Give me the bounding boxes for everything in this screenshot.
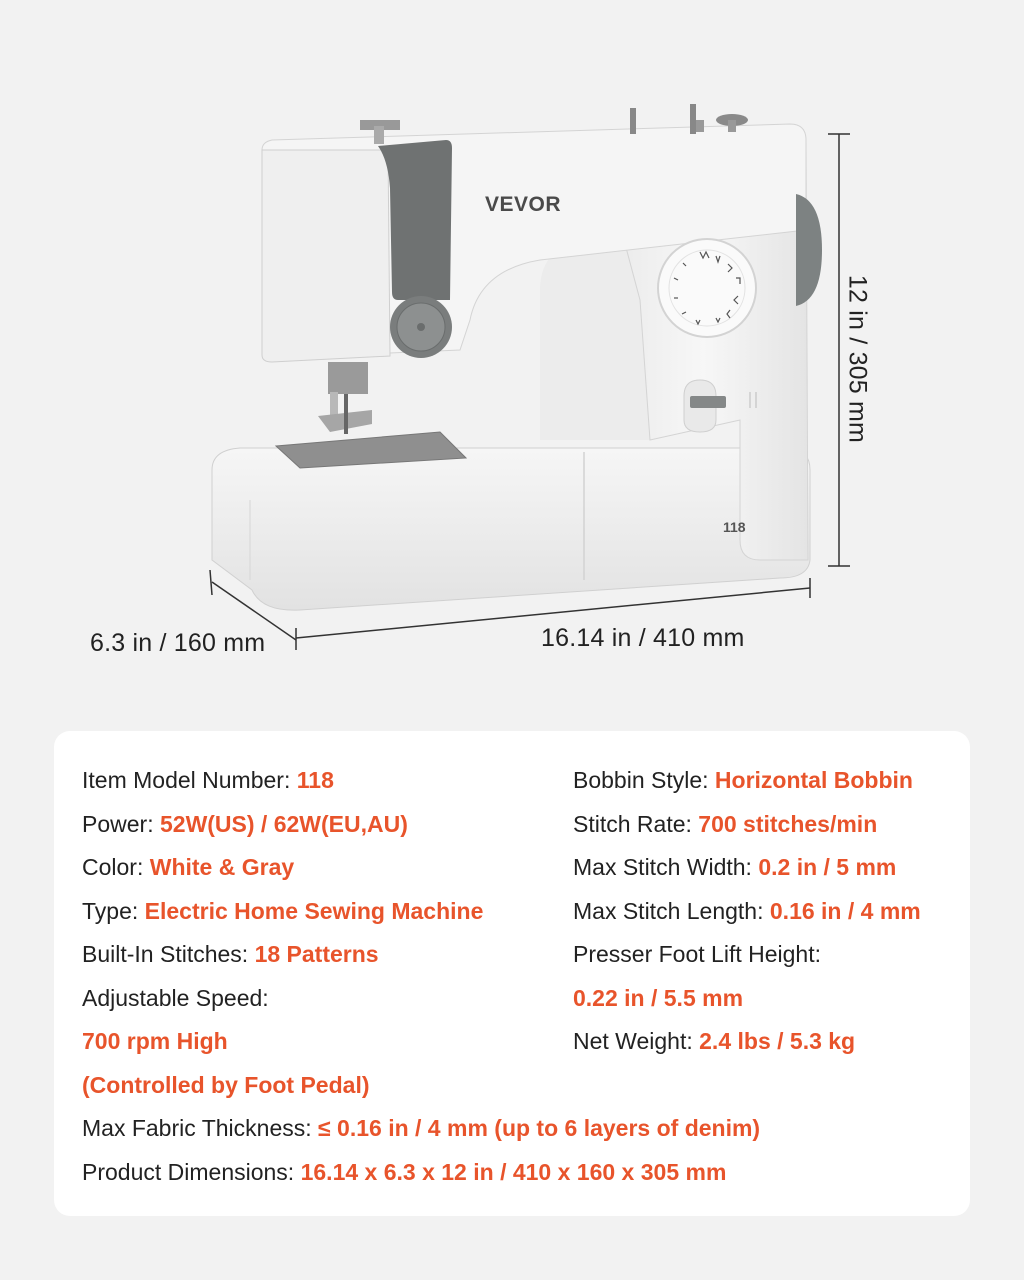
spec-product-dimensions: [82, 1157, 726, 1187]
spec-presser-foot-label: [573, 939, 821, 969]
spec-label: Max Stitch Length:: [573, 898, 770, 924]
spec-label: Built-In Stitches:: [82, 941, 255, 967]
spec-label: Item Model Number:: [82, 767, 297, 793]
spec-fabric-thickness: [82, 1113, 760, 1143]
spec-value: 0.2 in / 5 mm: [758, 854, 897, 880]
spec-label: Type:: [82, 898, 145, 924]
spec-power: [82, 809, 408, 839]
spec-value: 0.16 in / 4 mm: [769, 898, 921, 924]
height-dimension-label: 12 in / 305 mm: [843, 274, 872, 444]
spec-card: [54, 731, 970, 1216]
model-badge: 118: [723, 519, 746, 535]
spec-weight: [573, 1026, 855, 1056]
spec-label: Presser Foot Lift Height:: [573, 941, 821, 967]
spec-value: 16.14 x 6.3 x 12 in / 410 x 160 x 305 mm: [300, 1159, 727, 1185]
spec-stitch-length: [573, 896, 921, 926]
spec-model: [82, 765, 334, 795]
spec-speed-value: 700 rpm High: [82, 1028, 228, 1054]
spec-value: ≤ 0.16 in / 4 mm (up to 6 layers of denim): [318, 1115, 761, 1141]
spec-label: Adjustable Speed:: [82, 985, 269, 1011]
spec-label: Stitch Rate:: [573, 811, 699, 837]
spec-stitch-width: [573, 852, 896, 882]
spec-value: 52W(US) / 62W(EU,AU): [159, 811, 408, 837]
width-dimension-label: 16.14 in / 410 mm: [541, 624, 745, 652]
spec-stitches: [82, 939, 379, 969]
spec-color: [82, 852, 294, 882]
spec-value: 18 Patterns: [254, 941, 379, 967]
spec-bobbin: [573, 765, 913, 795]
spec-value: Horizontal Bobbin: [714, 767, 913, 793]
spec-value: 700 stitches/min: [698, 811, 878, 837]
spec-value: 2.4 lbs / 5.3 kg: [699, 1028, 856, 1054]
spec-presser-foot-value: 0.22 in / 5.5 mm: [573, 985, 744, 1011]
spec-value: Electric Home Sewing Machine: [144, 898, 484, 924]
spec-label: Color:: [82, 854, 150, 880]
spec-label: Product Dimensions:: [82, 1159, 301, 1185]
spec-label: Power:: [82, 811, 160, 837]
spec-label: Max Stitch Width:: [573, 854, 759, 880]
spec-value: 118: [296, 767, 334, 793]
brand-logo: VEVOR: [485, 193, 562, 216]
spec-speed-label: [82, 983, 269, 1013]
spec-type: [82, 896, 483, 926]
spec-speed-note: (Controlled by Foot Pedal): [82, 1072, 370, 1098]
spec-value: White & Gray: [149, 854, 295, 880]
depth-dimension-label: 6.3 in / 160 mm: [90, 629, 266, 657]
spec-label: Net Weight:: [573, 1028, 700, 1054]
spec-stitch-rate: [573, 809, 877, 839]
spec-label: Bobbin Style:: [573, 767, 715, 793]
spec-label: Max Fabric Thickness:: [82, 1115, 319, 1141]
